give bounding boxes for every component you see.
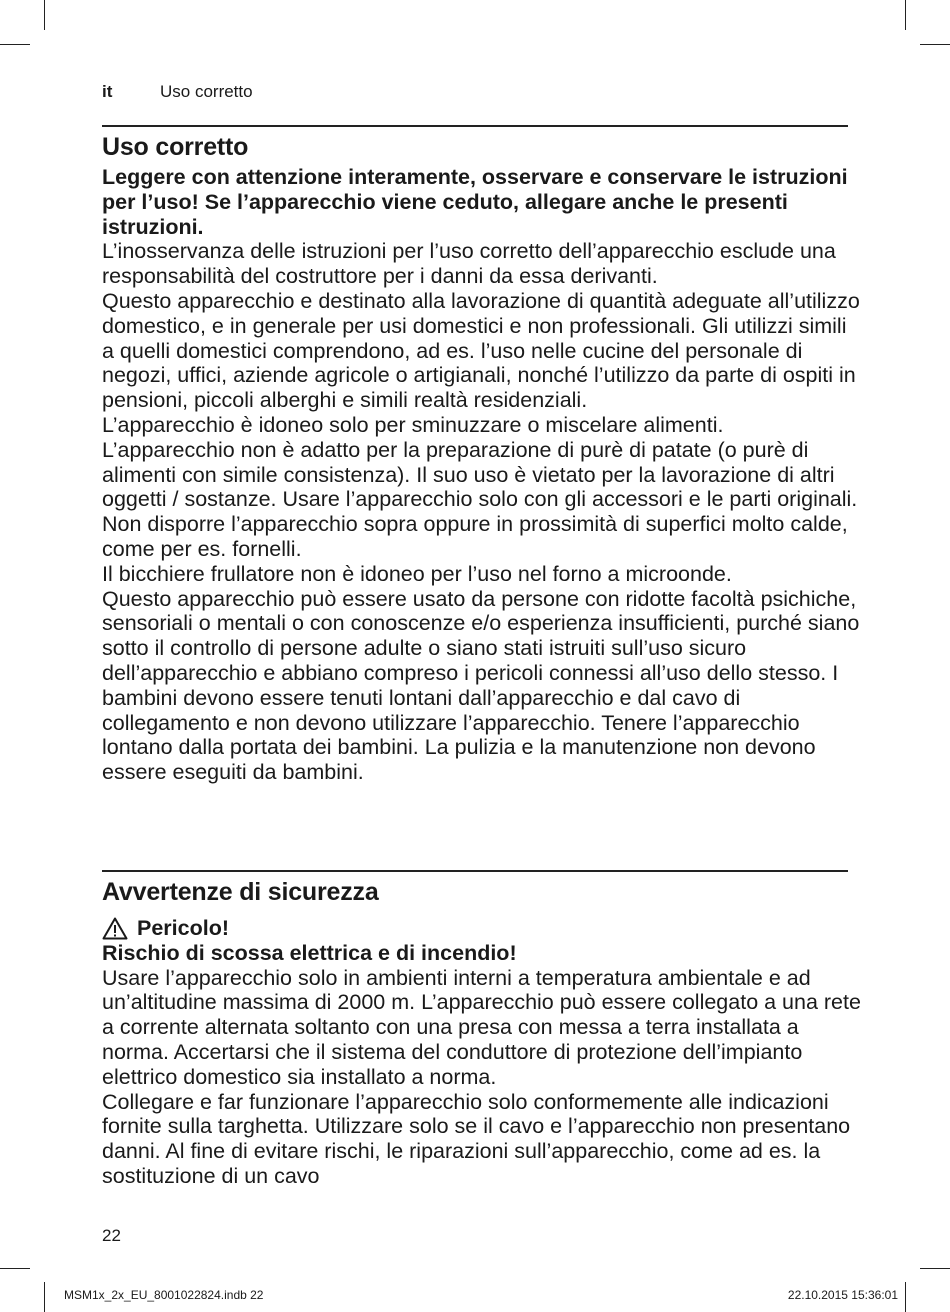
warning-heading (102, 916, 862, 941)
running-header (102, 82, 253, 102)
paragraph: Il bicchiere frullatore non è idoneo per l’uso nel forno a microonde. (102, 561, 732, 586)
paragraph: Collegare e far funzionare l’apparecchio solo conformemente alle indicazioni fornite sulla targhetta. Utilizzare solo se il cavo e l’apparecchio non presentano danni. Al fine di evitare rischi, le riparazioni sull’apparecchio, come ad es. la sostituzione di un cavo (102, 1089, 851, 1188)
crop-mark (44, 0, 45, 30)
section-avvertenze (102, 877, 862, 1189)
warning-triangle-icon (102, 917, 128, 940)
section-title: Avvertenze di sicurezza (102, 878, 379, 906)
footer-timestamp: 22.10.2015 15:36:01 (787, 1288, 898, 1302)
header-section-title: Uso corretto (160, 82, 253, 101)
crop-mark (0, 1268, 30, 1269)
paragraph: Questo apparecchio e destinato alla lavorazione di quantità adeguate all’utilizzo domestico, e in generale per usi domestici e non professionali. Gli utilizzi simili a quelli domestici comprendono, ad es. l’uso nelle cucine del personale di negozi, uffici, aziende agricole o artigianali, nonché l’utilizzo da parte di ospiti in pensioni, piccoli alberghi e simili realtà residenziali. (102, 288, 860, 413)
warning-label: Pericolo! (137, 916, 229, 940)
paragraph: Usare l’apparecchio solo in ambienti interni a temperatura ambientale e ad un’altitudine massima di 2000 m. L’apparecchio può essere collegato a una rete a corrente alternata soltanto con una presa con messa a terra installata a norma. Accertarsi che il sistema del conduttore di protezione dell’impianto elettrico domestico sia installato a norma. (102, 965, 861, 1089)
crop-mark (0, 44, 30, 45)
section-uso-corretto (102, 132, 862, 785)
paragraph: L’apparecchio non è adatto per la preparazione di purè di patate (o purè di alimenti con simile consistenza). Il suo uso è vietato per la lavorazione di altri oggetti / sostanze. Usare l’apparecchio solo con gli accessori e le parti originali. Non disporre l’apparecchio sopra oppure in prossimità di superfici molto calde, come per es. fornelli. (102, 437, 858, 561)
language-code: it (102, 82, 113, 101)
section-title: Uso corretto (102, 133, 249, 161)
crop-mark (920, 44, 950, 45)
crop-mark (905, 1282, 906, 1312)
footer-file: MSM1x_2x_EU_8001022824.indb 22 (64, 1288, 264, 1302)
page-number: 22 (102, 1226, 121, 1245)
paragraph: L’apparecchio è idoneo solo per sminuzzare o miscelare alimenti. (102, 412, 724, 437)
intro-bold-paragraph: Leggere con attenzione interamente, osservare e conservare le istruzioni per l’uso! Se l’apparecchio viene ceduto, allegare anche le presenti istruzioni. (102, 165, 848, 239)
paragraph: L’inosservanza delle istruzioni per l’uso corretto dell’apparecchio esclude una responsabilità del costruttore per i danni da essa derivanti. (102, 239, 836, 289)
paragraph: Questo apparecchio può essere usato da persone con ridotte facoltà psichiche, sensoriali o mentali o con conoscenze e/o esperienza insufficienti, purché siano sotto il controllo di persone adulte o siano stati istruiti sull’uso sicuro dell’apparecchio e abbiano compreso i pericoli connessi all’uso dello stesso. I bambini devono essere tenuti lontani dall’apparecchio e dal cavo di collegamento e non devono utilizzare l’apparecchio. Tenere l’apparecchio lontano dalla portata dei bambini. La pulizia e la manutenzione non devono essere eseguiti da bambini. (102, 586, 860, 785)
crop-mark (44, 1282, 45, 1312)
crop-mark (920, 1268, 950, 1269)
section-rule (102, 870, 848, 872)
crop-mark (905, 0, 906, 30)
warning-subtitle: Rischio di scossa elettrica e di incendio! (102, 940, 517, 965)
section-rule (102, 125, 848, 127)
